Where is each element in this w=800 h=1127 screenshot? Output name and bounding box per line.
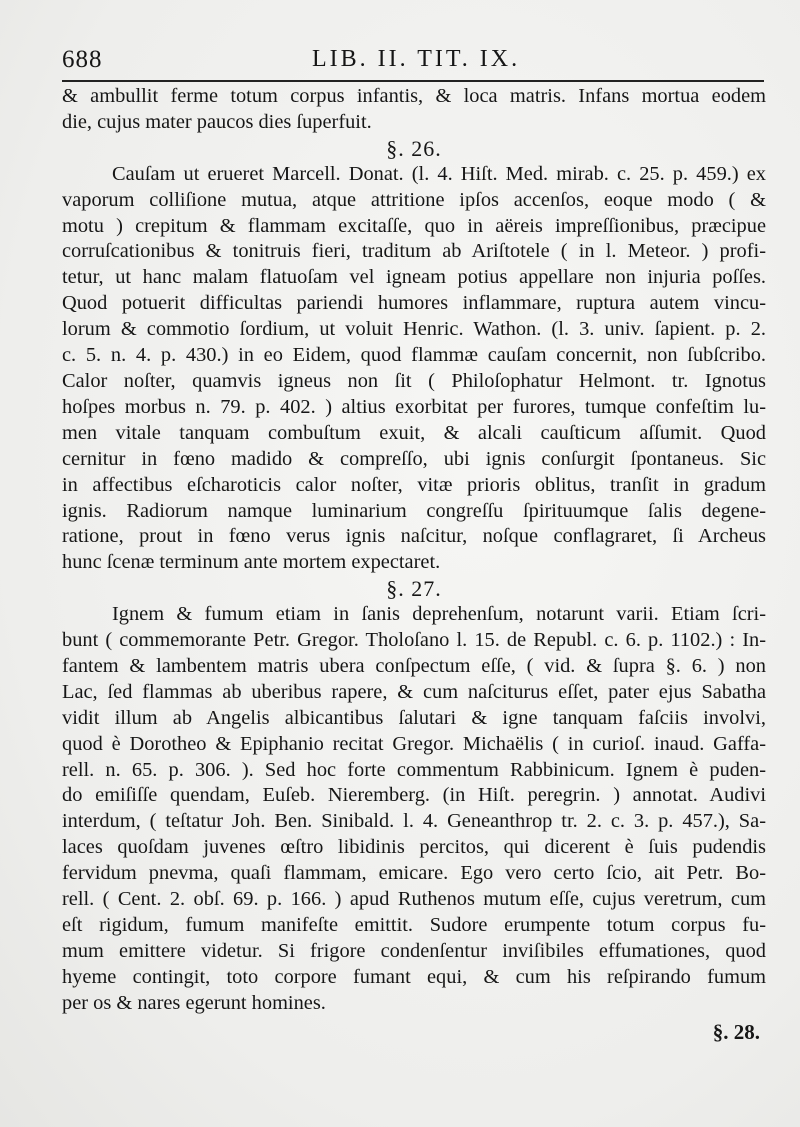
text-line: fervidum pnevma, quaſi flammam, emicare. Ego vero certo ſcio, ait Petr. Bo- bbox=[62, 862, 766, 885]
text-line: hyeme contingit, toto corpore fumant equi, & cum his reſpirando fumum bbox=[62, 965, 766, 988]
section-heading: §. 26. bbox=[386, 135, 442, 161]
header-rule bbox=[62, 80, 764, 82]
text-line: ignis. Radiorum namque luminarium congreſſu ſpirituumque ſalis degene- bbox=[62, 499, 766, 522]
text-line: eſt rigidum, fumum manifeſte emittit. Sudore erumpente totum corpus fu- bbox=[62, 914, 766, 936]
text-line: fantem & lambentem matris ubera conſpectum eſſe, ( vid. & ſupra §. 6. ) non bbox=[62, 654, 766, 677]
text-line: per os & nares egerunt homines. bbox=[62, 991, 326, 1014]
text-line: rell. n. 65. p. 306. ). Sed hoc forte commentum Rabbinicum. Ignem è puden- bbox=[62, 758, 766, 781]
page-header bbox=[62, 46, 764, 78]
text-line: c. 5. n. 4. p. 430.) in eo Eidem, quod flammæ cauſam concernit, non ſubſcribo. bbox=[62, 344, 766, 367]
text-line: mum emittere videtur. Si frigore condenſentur inviſibiles effumationes, quod bbox=[62, 939, 766, 962]
text-line: vaporum colliſione mutua, atque attritione ipſos accenſos, eoque modo ( & bbox=[62, 188, 766, 211]
text-line: quod è Dorotheo & Epiphanio recitat Gregor. Michaëlis ( in curioſ. inaud. Gaffa- bbox=[62, 732, 766, 755]
text-line: & ambullit ferme totum corpus infantis, & loca matris. Infans mortua eodem bbox=[62, 85, 766, 107]
page-number: 688 bbox=[62, 46, 103, 73]
text-line: men vitale tanquam combuſtum exuit, & alcali cauſticum aſſumit. Quod bbox=[62, 421, 766, 444]
text-line: ratione, prout in fœno verus ignis naſcitur, noſque conflagraret, ſi Archeus bbox=[62, 525, 766, 548]
text-line: motu ) crepitum & flammam excitaſſe, quo in aëreis impreſſionibus, præcipue bbox=[62, 214, 766, 237]
text-line: bunt ( commemorante Petr. Gregor. Tholoſano l. 15. de Republ. c. 6. p. 1102.) : In- bbox=[62, 629, 766, 652]
text-line: cernitur in fœno madido & compreſſo, ubi ignis conſurgit ſpontaneus. Sic bbox=[62, 447, 766, 470]
text-line: Cauſam ut erueret Marcell. Donat. (l. 4. Hiſt. Med. mirab. c. 25. p. 459.) ex bbox=[112, 162, 766, 185]
body-text bbox=[62, 84, 766, 1017]
section-heading: §. 27. bbox=[386, 576, 442, 602]
text-line: corruſcationibus & tonitruis fieri, traditum ab Ariſtotele ( in l. Meteor. ) profi- bbox=[62, 240, 766, 263]
text-line: vidit illum ab Angelis albicantibus ſalutari & igne tanquam faſciis involvi, bbox=[62, 706, 766, 729]
text-line: lorum & commotio ſordium, ut voluit Henric. Wathon. (l. 3. univ. ſapient. p. 2. bbox=[62, 318, 766, 341]
text-line: rell. ( Cent. 2. obſ. 69. p. 166. ) apud Ruthenos mutum eſſe, cujus veretrum, cum bbox=[62, 888, 766, 911]
text-line: do emiſiſſe quendam, Euſeb. Nieremberg. (in Hiſt. peregrin. ) annotat. Audivi bbox=[62, 784, 766, 807]
running-head: LIB. II. TIT. IX. bbox=[312, 46, 521, 72]
catchword: §. 28. bbox=[712, 1020, 760, 1044]
text-line: Quod potuerit difficultas pariendi humores inflammare, ruptura autem vincu- bbox=[62, 292, 766, 315]
text-line: Lac, ſed flammas ab uberibus rapere, & cum naſciturus eſſet, pater ejus Sabatha bbox=[62, 680, 766, 703]
text-line: laces quoſdam juvenes œſtro libidinis percitos, qui dicerent è ſuis pudendis bbox=[62, 836, 766, 859]
text-line: hoſpes morbus n. 79. p. 402. ) altius exorbitat per furores, tumque confeſtim lu- bbox=[62, 395, 766, 418]
text-line: in affectibus eſcharoticis calor noſter, vitæ prioris oblitus, tranſit in gradum bbox=[62, 473, 766, 496]
text-line: hunc ſcenæ terminum ante mortem expectaret. bbox=[62, 551, 441, 574]
text-line: tetur, ut hanc malam flatuoſam vel igneam potius appellare non injuria poſſes. bbox=[62, 266, 766, 289]
text-line: Calor noſter, quamvis igneus non ſit ( Philoſophatur Helmont. tr. Ignotus bbox=[62, 369, 766, 392]
text-line: die, cujus mater paucos dies ſuperfuit. bbox=[62, 110, 372, 133]
text-line: Ignem & fumum etiam in ſanis deprehenſum, notarunt varii. Etiam ſcri- bbox=[112, 603, 766, 626]
text-line: interdum, ( teſtatur Joh. Ben. Sinibald. l. 4. Geneanthrop tr. 2. c. 3. p. 457.), Sa- bbox=[62, 810, 766, 833]
